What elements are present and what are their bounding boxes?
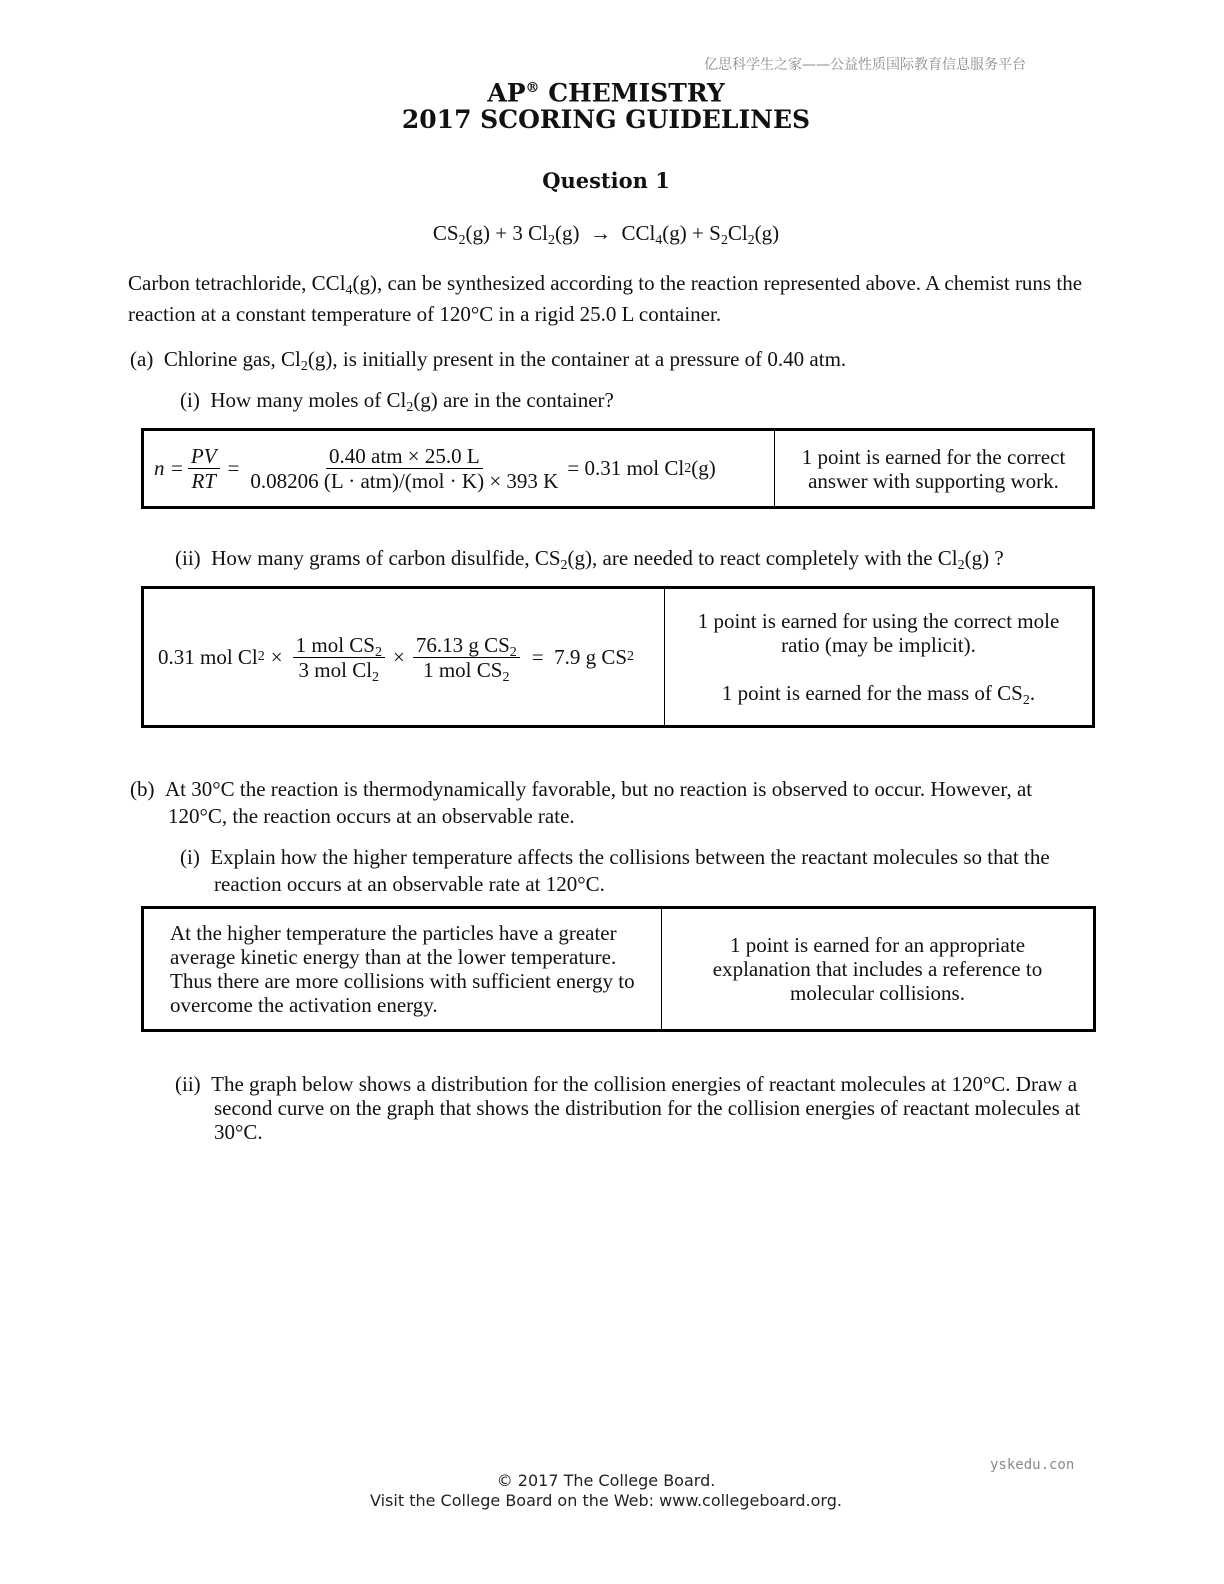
watermark-bottom: yskedu.con xyxy=(990,1457,1075,1473)
fraction-pv-rt: $\frac{PV}{RT}$ xyxy=(188,445,220,492)
part-a-ii-prompt: (ii) How many grams of carbon disulfide, $CS_2(g)$, are needed to react completely with the $Cl_2(g)$ ? xyxy=(175,546,1004,573)
footer-copyright: © 2017 The College Board. xyxy=(496,1471,716,1490)
part-b-ii-prompt: (ii) The graph below shows a distribution for the collision energies of reactant molecules at 120°C. Draw a second curve on the graph that shows the distribution for the collision energies of reactant molecules at 30°C. xyxy=(175,1072,1081,1144)
fraction-mole-ratio: $\frac{1 mol CS_2}{3 mol Cl_2}$ xyxy=(293,634,385,681)
answer-cell xyxy=(144,909,662,1029)
answer-text: At the higher temperature the particles have a greater average kinetic energy than at the lower temperature. Thus there are more collisions with sufficient energy to overcome the activation energy. xyxy=(170,921,635,1017)
intro-paragraph: Carbon tetrachloride, CCl$_4$(g), can be synthesized according to the reaction represented above. A chemist runs the reaction at a constant temperature of 120°C in a rigid 25.0 L container. xyxy=(128,271,1083,326)
points-cell xyxy=(775,431,1092,506)
page-subtitle: 2017 SCORING GUIDELINES xyxy=(401,105,811,134)
title-suffix: CHEMISTRY xyxy=(539,78,725,108)
points-cell xyxy=(662,909,1093,1029)
fraction-molar-mass: $\frac{76.13 g CS_2}{1 mol CS_2}$ xyxy=(413,634,520,681)
points-mass: 1 point is earned for the mass of $CS_2$. xyxy=(721,681,1036,708)
reaction-equation: $CS_2(g) + 3$ $Cl_2(g) \to CCl_4(g) + S_2Cl_2(g)$ xyxy=(432,221,780,248)
part-a-i-prompt: (i) How many moles of $Cl_2(g)$ are in the container? xyxy=(180,388,614,415)
points-text: 1 point is earned for the correct answer with supporting work. xyxy=(801,444,1066,493)
part-b-prompt: (b) At 30°C the reaction is thermodynamically favorable, but no reaction is observed to occur. However, at 120°C, the reaction occurs at an observable rate. xyxy=(130,777,1033,828)
part-b-i-prompt: (i) Explain how the higher temperature affects the collisions between the reactant molecules so that the reaction occurs at an observable rate at 120°C. xyxy=(180,845,1050,896)
question-heading: Question 1 xyxy=(542,168,670,193)
calculation-cell: n = $\frac{PV}{RT}$ = $\frac{\text{0.40 atm × 25.0 L}}{\text{0.08206 (L · atm)/(mol · K) × 393 K}}$ = 0.31 mol Cl 2 (g) xyxy=(144,431,775,506)
footer-website: Visit the College Board on the Web: www.collegeboard.org. xyxy=(370,1491,842,1510)
footer xyxy=(0,1471,1212,1511)
points-text: 1 point is earned for an appropriate explanation that includes a reference to molecular collisions. xyxy=(712,933,1043,1005)
title-prefix: AP xyxy=(487,78,526,108)
answer-box-b-i xyxy=(141,906,1096,1032)
points-mole-ratio: 1 point is earned for using the correct mole ratio (may be implicit). xyxy=(697,609,1060,657)
answer-box-a-i xyxy=(141,428,1095,509)
calculation-cell: 0.31 mol Cl 2 × $\frac{1 mol CS_2}{3 mol Cl_2}$ × $\frac{76.13 g CS_2}{1 mol CS_2}$ = 7.9 g CS 2 xyxy=(144,589,665,725)
points-cell xyxy=(665,589,1092,725)
fraction-values: $\frac{\text{0.40 atm × 25.0 L}}{\text{0.08206 (L · atm)/(mol · K) × 393 K}}$ xyxy=(250,444,559,493)
answer-box-a-ii xyxy=(141,586,1095,728)
watermark-top: 亿思科学生之家——公益性质国际教育信息服务平台 xyxy=(704,57,1026,73)
part-a-prompt: (a) Chlorine gas, $Cl_2(g)$, is initially present in the container at a pressure of 0.40 atm. xyxy=(130,347,847,374)
registered-mark: ® xyxy=(525,80,540,96)
